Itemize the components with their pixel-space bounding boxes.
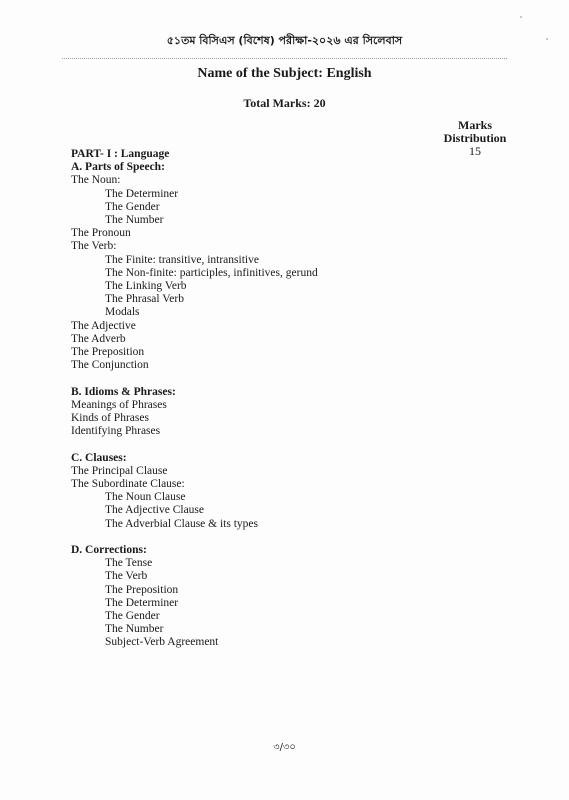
subtopic-item: The Gender [105,610,160,623]
header-divider [62,58,507,59]
section-b-title: B. Idioms & Phrases: [71,385,176,398]
section-a-title: A. Parts of Speech: [71,161,165,174]
subtopic-item: The Number [105,623,164,636]
topic-pronoun: The Pronoun [71,227,131,240]
subtopic-item: Subject-Verb Agreement [105,636,219,649]
subtopic-item: The Noun Clause [105,491,186,504]
part-title: PART- I : Language [71,148,170,160]
topic-item: The Adverb [71,332,126,345]
page-number: ৩/৩০ [273,742,296,753]
subtopic-item: The Preposition [105,583,179,596]
syllabus-content [71,148,318,650]
total-marks: Total Marks: 20 [243,96,326,110]
topic-principal-clause: The Principal Clause [71,464,168,477]
topic-subordinate-clause: The Subordinate Clause: [71,478,185,491]
subtopic-item: The Tense [105,557,153,570]
subtopic-item: The Non-finite: participles, infinitives, gerund [105,266,318,279]
subtopic-item: The Phrasal Verb [105,293,184,306]
subtopic-item: The Linking Verb [105,280,187,293]
topic-noun: The Noun: [71,174,121,187]
subtopic-item: The Adjective Clause [105,504,204,517]
topic-item: Kinds of Phrases [71,412,149,425]
subtopic-item: The Gender [105,200,160,213]
subject-title: Name of the Subject: English [197,66,372,81]
scan-speck [546,38,548,40]
topic-item: Identifying Phrases [71,425,161,438]
section-spacer [71,438,318,451]
section-spacer [71,531,318,544]
marks-value: 15 [469,144,481,158]
page-header-bengali: ৫১তম বিসিএস (বিশেষ) পরীক্ষা-২০২৬ এর সিলেবাস [166,34,403,47]
topic-item: The Conjunction [71,359,149,372]
section-c-title: C. Clauses: [71,451,127,464]
distribution-heading: Distribution [443,131,507,145]
topic-item: The Adjective [71,319,136,332]
topic-item: The Preposition [71,346,145,359]
marks-heading: Marks [458,118,492,132]
subtopic-item: The Determiner [105,596,179,609]
topic-verb: The Verb: [71,240,117,253]
marks-distribution [430,119,520,158]
subtopic-item: The Determiner [105,187,179,200]
topic-item: Meanings of Phrases [71,398,167,411]
section-spacer [71,372,318,385]
subtopic-item: The Adverbial Clause & its types [105,517,258,530]
subtopic-item: The Number [105,214,164,227]
section-d-title: D. Corrections: [71,544,147,557]
subtopic-item: The Finite: transitive, intransitive [105,253,259,266]
subtopic-item: The Verb [105,570,148,583]
scan-speck [520,16,522,18]
subtopic-item: Modals [105,306,140,319]
